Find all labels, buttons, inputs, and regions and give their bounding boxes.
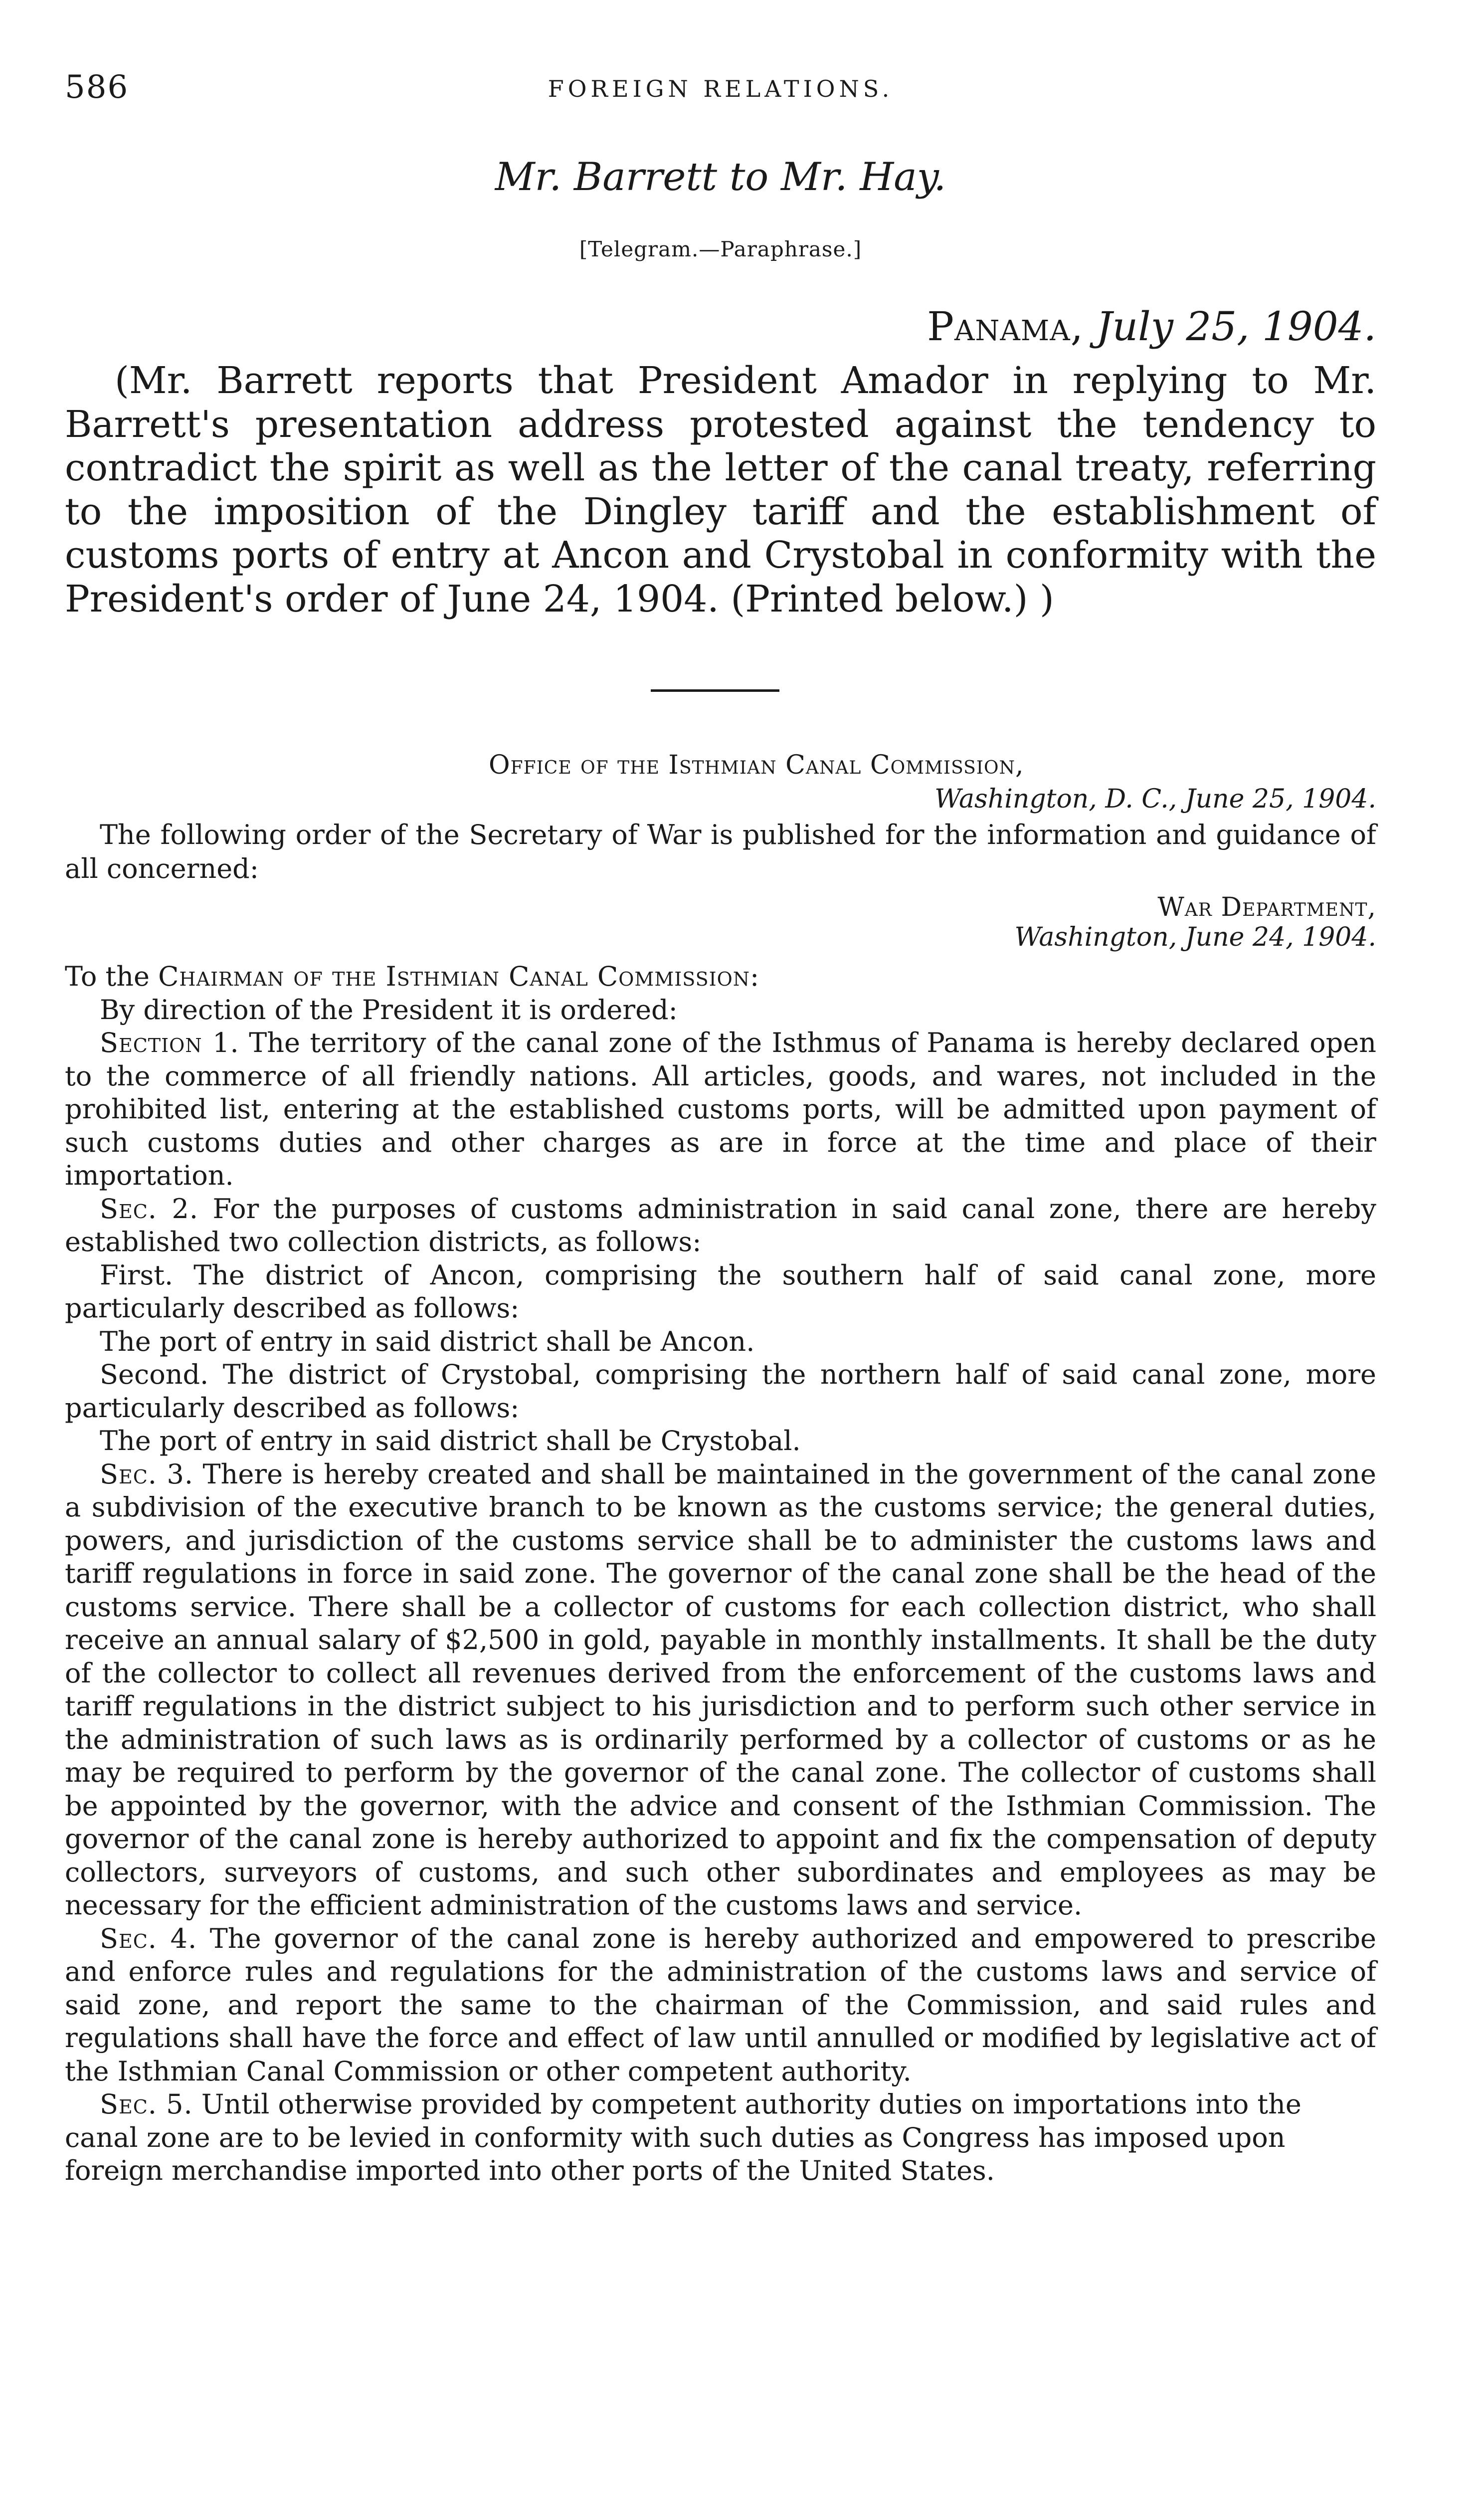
section-label: Section 1. — [100, 1027, 239, 1058]
telegram-title: Mr. Barrett to Mr. Hay. — [495, 155, 946, 200]
section-2 — [65, 1193, 1376, 1259]
section-4 — [65, 1922, 1376, 2088]
addressee: Chairman of the Isthmian Canal Commission: — [158, 961, 760, 992]
section-label: Sec. 3. — [100, 1458, 194, 1490]
commission-intro — [65, 818, 1376, 886]
war-department: War Department, — [1157, 892, 1376, 922]
telegram-summary — [65, 359, 1376, 621]
page-number: 586 — [65, 69, 129, 106]
telegram-dateline — [65, 299, 1411, 354]
intro-text: The following order of the Secretary of War is published for the information and guidance of all concerned: — [65, 819, 1376, 884]
page-header — [65, 65, 1376, 120]
section-text: For the purposes of customs administration in said canal zone, there are hereby established two collection districts, as follows: — [65, 1193, 1376, 1257]
section-text: The territory of the canal zone of the Isthmus of Panama is hereby declared open to the commerce of all friendly nations. All articles, goods, and wares, not included in the prohibited list, entering at the established customs ports, will be admitted upon payment of such customs duties and other charges as are in force at the time and place of their importation. — [65, 1027, 1376, 1191]
section-text: The governor of the canal zone is hereby authorized and empowered to prescribe and enforce rules and regulations for the administration of the customs laws and service of said zone, and report the same to the chairman of the Commission, and said rules and regulations shall have the force and effect of law until annulled or modified by legislative act of the Isthmian Canal Commission or other competent authority. — [65, 1922, 1376, 2087]
section-1 — [65, 1027, 1376, 1193]
district-second: Second. The district of Crystobal, comprising the northern half of said canal zone, more particularly described as follows: — [65, 1359, 1376, 1424]
summary-text: (Mr. Barrett reports that President Amador in replying to Mr. Barrett's presentation address protested against the tendency to contradict the spirit as well as the letter of the canal treaty, referring to the imposition of the Dingley tariff and the establishment of customs ports of entry at Ancon and Crystobal in conformity with the President's order of June 24, 1904. (Printed below.) ) — [65, 359, 1376, 621]
section-3 — [65, 1458, 1376, 1922]
running-head: FOREIGN RELATIONS. — [548, 75, 894, 102]
commission-dateline: Washington, D. C., June 25, 1904. — [934, 784, 1376, 814]
section-label: Sec. 4. — [100, 1922, 197, 1954]
section-label: Sec. 5. — [100, 2088, 193, 2120]
commission-office: Office of the Isthmian Canal Commission, — [489, 750, 1024, 780]
order-preamble: By direction of the President it is ordered: — [100, 994, 678, 1026]
addressee-prefix: To the — [65, 961, 150, 992]
district-first: First. The district of Ancon, comprising the southern half of said canal zone, more particularly described as follows: — [65, 1259, 1376, 1324]
order-body — [65, 960, 1376, 2188]
section-text: Until otherwise provided by competent authority duties on importations into the canal zone are to be levied in conformity with such duties as Congress has imposed upon foreign merchandise imported into other ports of the United States. — [65, 2088, 1301, 2186]
section-text: There is hereby created and shall be maintained in the government of the canal zone a subdivision of the executive branch to be known as the customs service; the general duties, powers, and jurisdiction of the customs service shall be to administer the customs laws and tariff regulations in force in said zone. The governor of the canal zone shall be the head of the customs service. There shall be a collector of customs for each collection district, who shall receive an annual salary of $2,500 in gold, payable in monthly installments. It shall be the duty of the collector to collect all revenues derived from the enforcement of the customs laws and tariff regulations in the district subject to his jurisdiction and to perform such other service in the administration of such laws as is ordinarily performed by a collector of customs or as he may be required to perform by the governor of the canal zone. The collector of customs shall be appointed by the governor, with the advice and consent of the Isthmian Commission. The governor of the canal zone is hereby authorized to appoint and fix the compensation of deputy collectors, surveyors of customs, and such other subordinates and employees as may be necessary for the efficient administration of the customs laws and service. — [65, 1458, 1376, 1921]
section-5 — [65, 2088, 1376, 2188]
war-department-dateline: Washington, June 24, 1904. — [1014, 922, 1376, 952]
section-divider — [651, 689, 779, 692]
telegram-place: Panama, — [927, 303, 1084, 350]
section-label: Sec. 2. — [100, 1193, 199, 1225]
district-first-port: The port of entry in said district shall be Ancon. — [100, 1325, 755, 1357]
order-addressee — [65, 960, 1376, 994]
telegram-date: July 25, 1904. — [1096, 303, 1376, 350]
district-second-port: The port of entry in said district shall be Crystobal. — [100, 1425, 801, 1456]
telegram-type: [Telegram.—Paraphrase.] — [579, 237, 862, 261]
